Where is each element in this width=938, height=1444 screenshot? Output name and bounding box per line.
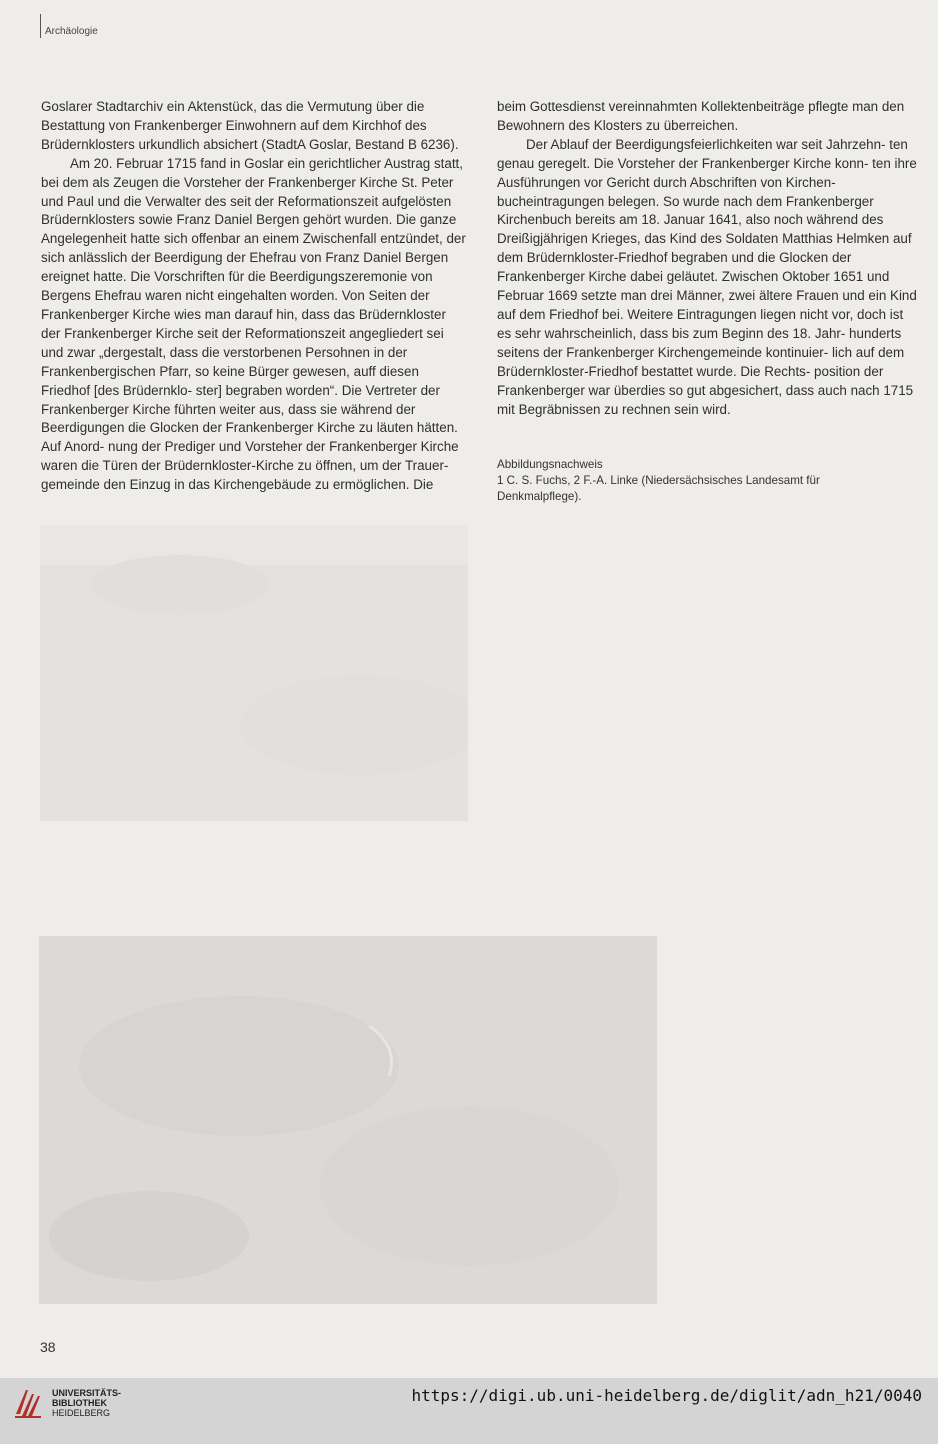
page-url-link[interactable]: https://digi.ub.uni-heidelberg.de/diglit/adn_h21/0040 [411, 1386, 922, 1405]
credits-title: Abbildungsnachweis [497, 458, 603, 471]
library-name-line2: BIBLIOTHEK [52, 1398, 107, 1408]
library-name-line1: UNIVERSITÄTS- [52, 1388, 122, 1398]
paragraph: Der Ablauf der Beerdigungsfeierlichkeiten war seit Jahrzehn- ten genau geregelt. Die Vorsteher der Frankenberger Kirche konn- ten ihre Ausführungen vor Gericht durch Abschriften von Kirchen- bucheintragungen belegen. So wurde nach dem Frankenberger Kirchenbuch bereits am 18. Januar 1641, also noch während des Dreißigjährigen Krieges, das Kind des Soldaten Matthias Helmken auf dem Brüdernkloster-Friedhof begraben und die Glocken der Frankenberger Kirche dabei geläutet. Zwischen Oktober 1651 und Februar 1669 setzte man drei Männer, zwei ältere Frauen und ein Kind auf dem Friedhof bei. Weitere Eintragungen liegen nicht vor, doch ist es sehr wahrscheinlich, dass bis zum Beginn des 18. Jahr- hunderts seitens der Frankenberger Kirchengemeinde kontinuier- lich auf dem Brüdernkloster-Friedhof bestattet wurde. Die Rechts- position der Frankenberger war überdies so gut abgesichert, dass auch nach 1715 mit Begräbnissen zu rechnen sein wird. [497, 136, 917, 417]
section-label: Archäologie [45, 26, 98, 37]
library-name [52, 1388, 121, 1418]
credits-text: 1 C. S. Fuchs, 2 F.-A. Linke (Niedersächsisches Landesamt für Denkmalpflege). [497, 474, 820, 503]
university-library-icon [12, 1386, 46, 1420]
right-text-column [497, 98, 920, 419]
paragraph: Goslarer Stadtarchiv ein Aktenstück, das die Vermutung über die Bestattung von Frankenberger Einwohnern auf dem Kirchhof des Brüdernklosters urkundlich absichert (StadtA Goslar, Bestand B 6236). [41, 99, 459, 152]
figure-1-photo [40, 525, 468, 821]
paragraph: beim Gottesdienst vereinnahmten Kollektenbeiträge pflegte man den Bewohnern des Klosters zu überreichen. [497, 99, 905, 133]
footer-bar [0, 1378, 938, 1444]
page-number: 38 [40, 1339, 56, 1355]
image-credits [497, 457, 877, 505]
library-logo[interactable] [12, 1386, 121, 1420]
left-text-column [41, 98, 466, 495]
header-rule [40, 14, 41, 38]
paragraph: Am 20. Februar 1715 fand in Goslar ein gerichtlicher Austrag statt, bei dem als Zeugen die Vorsteher der Frankenberger Kirche St. Peter und Paul und die Verwalter des seit der Reformationszeit aufgelösten Brüdernklosters sowie Franz Daniel Bergen gehört wurden. Die ganze Angelegenheit hatte sich offenbar an einem Zwischenfall entzündet, der sich anlässlich der Beerdigung der Ehefrau von Franz Daniel Bergen ereignet hatte. Die Vorschriften für die Beerdigungszeremonie von Bergens Ehefrau waren nicht eingehalten worden. Von Seiten der Frankenberger Kirche wies man darauf hin, dass das Brüdernkloster der Frankenberger Kirche seit der Reformationszeit angegliedert sei und zwar „dergestalt, dass die verstorbenen Persohnen in der Frankenbergischen Pfarr, so keine Bürger gewesen, auff diesen Friedhof [des Brüdernklo- ster] begraben worden“. Die Vertreter der Frankenberger Kirche führten weiter aus, dass sie während der Beerdigungen die Glocken der Frankenberger Kirche zu läuten hätten. Auf Anord- nung der Prediger und Vorsteher der Frankenberger Kirche waren die Türen der Brüdernkloster-Kirche zu öffnen, um der Trauer- gemeinde den Einzug in das Kirchengebäude zu ermöglichen. Die [41, 155, 466, 493]
library-name-line3: HEIDELBERG [52, 1408, 111, 1418]
photo-texture-1 [40, 525, 468, 821]
figure-2-photo [39, 936, 657, 1304]
photo-texture-2 [39, 936, 657, 1304]
